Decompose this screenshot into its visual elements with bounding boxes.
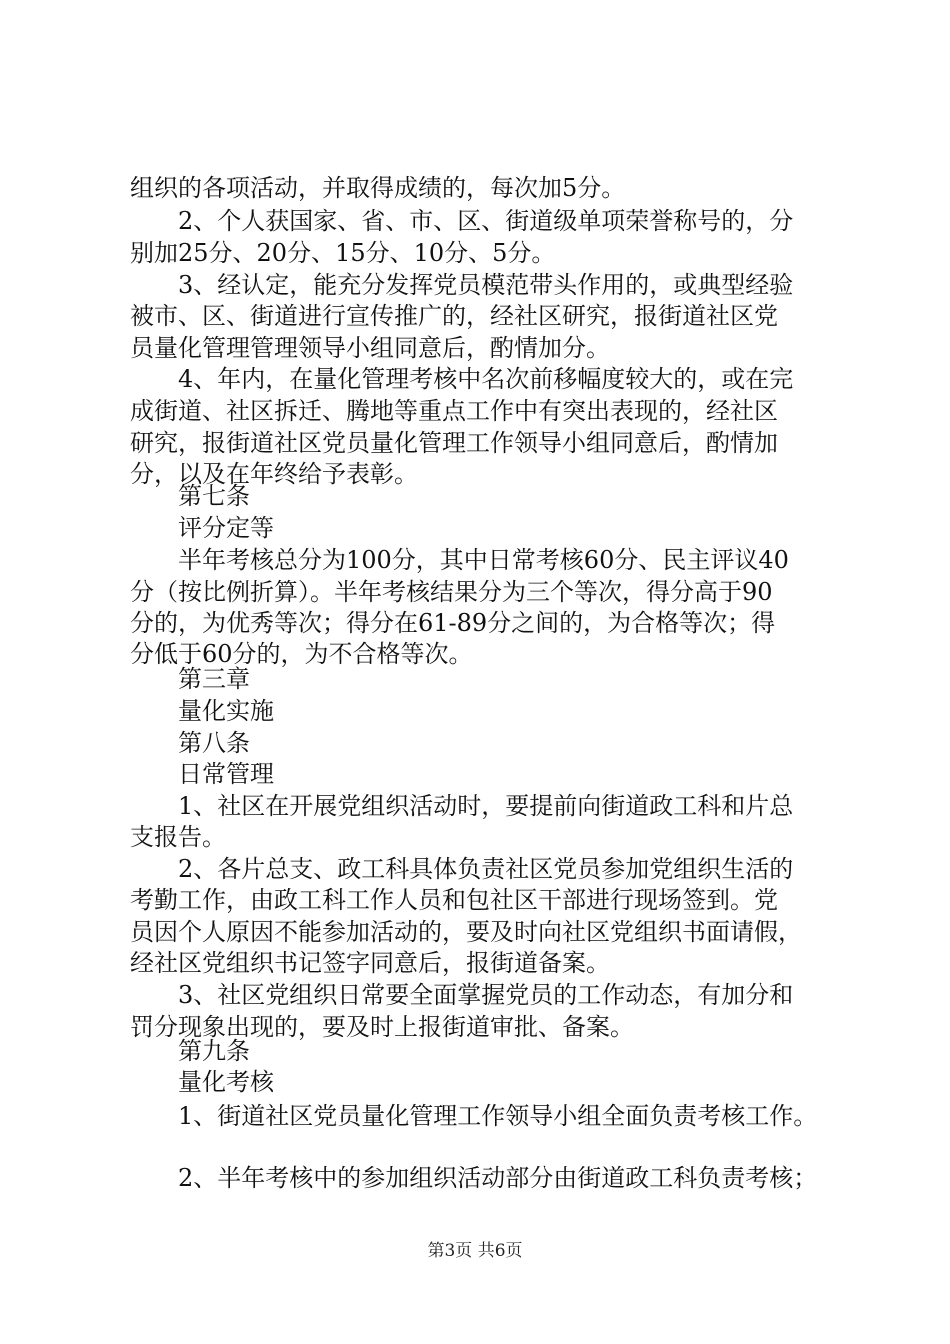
text-line: 2、个人获国家、省、市、区、街道级单项荣誉称号的，分 — [178, 207, 794, 235]
text-line: 员量化管理管理领导小组同意后，酌情加分。 — [130, 334, 610, 362]
section-heading: 日常管理 — [178, 760, 274, 788]
text-line: 罚分现象出现的，要及时上报街道审批、备案。 — [130, 1013, 634, 1041]
text-line: 支报告。 — [130, 823, 226, 851]
text-line: 半年考核总分为100分，其中日常考核60分、民主评议40 — [178, 546, 789, 574]
text-line: 分（按比例折算）。半年考核结果分为三个等次，得分高于90 — [130, 578, 773, 606]
chapter-heading: 第三章 — [178, 665, 250, 693]
section-heading: 第八条 — [178, 729, 250, 757]
text-line: 组织的各项活动，并取得成绩的，每次加5分。 — [130, 174, 626, 202]
text-line: 2、半年考核中的参加组织活动部分由街道政工科负责考核； — [178, 1164, 818, 1192]
text-line: 被市、区、街道进行宣传推广的，经社区研究，报街道社区党 — [130, 302, 778, 330]
page-number-footer: 第3页 共6页 — [427, 1241, 523, 1261]
text-line: 员因个人原因不能参加活动的，要及时向社区党组织书面请假， — [130, 918, 802, 946]
section-heading: 第九条 — [178, 1037, 250, 1065]
text-line: 3、经认定，能充分发挥党员模范带头作用的，或典型经验 — [178, 271, 794, 299]
text-line: 2、各片总支、政工科具体负责社区党员参加党组织生活的 — [178, 855, 794, 883]
text-line: 成街道、社区拆迁、腾地等重点工作中有突出表现的，经社区 — [130, 397, 778, 425]
text-line: 考勤工作，由政工科工作人员和包社区干部进行现场签到。党 — [130, 886, 778, 914]
text-line: 分的，为优秀等次；得分在61-89分之间的，为合格等次；得 — [130, 609, 776, 637]
text-line: 分，以及在年终给予表彰。 — [130, 460, 418, 488]
text-line: 研究，报街道社区党员量化管理工作领导小组同意后，酌情加 — [130, 429, 778, 457]
text-line: 4、年内，在量化管理考核中名次前移幅度较大的，或在完 — [178, 365, 794, 393]
section-heading: 第七条 — [178, 482, 250, 510]
chapter-heading: 量化实施 — [178, 697, 274, 725]
text-line: 别加25分、20分、15分、10分、5分。 — [130, 239, 556, 267]
text-line: 1、街道社区党员量化管理工作领导小组全面负责考核工作。 — [178, 1102, 818, 1130]
section-heading: 评分定等 — [178, 514, 274, 542]
text-line: 经社区党组织书记签字同意后，报街道备案。 — [130, 949, 610, 977]
section-heading: 量化考核 — [178, 1068, 274, 1096]
text-line: 1、社区在开展党组织活动时，要提前向街道政工科和片总 — [178, 792, 794, 820]
text-line: 分低于60分的，为不合格等次。 — [130, 640, 473, 668]
text-line: 3、社区党组织日常要全面掌握党员的工作动态，有加分和 — [178, 981, 794, 1009]
